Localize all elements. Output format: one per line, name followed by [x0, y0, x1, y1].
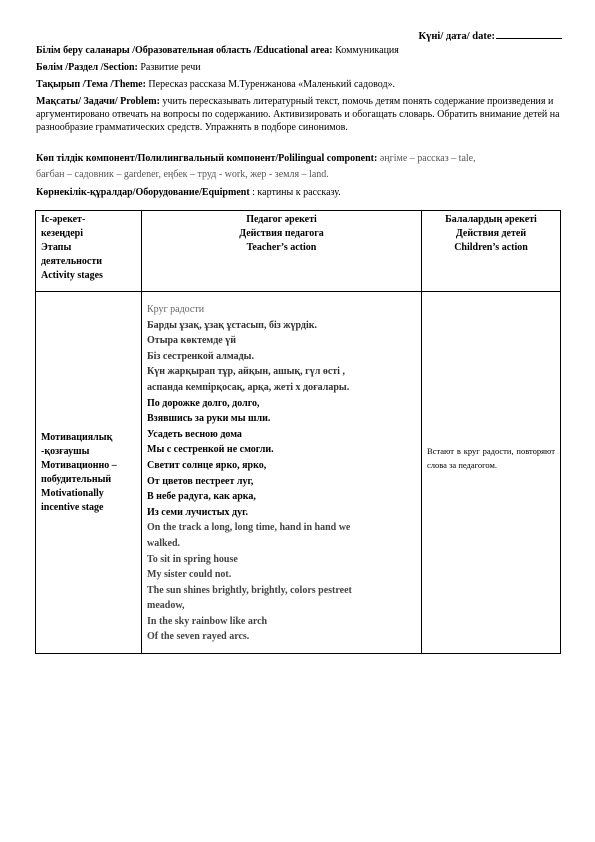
poem-line-en: On the track a long, long time, hand in hand we	[147, 522, 351, 534]
poem-line-en: Of the seven rayed arcs.	[147, 631, 250, 643]
date-label: Күні/ дата/ date:	[418, 31, 495, 42]
lesson-plan-table	[35, 210, 561, 654]
polylingual-value-1: әңгіме – рассказ – tale,	[379, 153, 476, 164]
equipment-value: : картины к рассказу.	[252, 187, 341, 198]
poem-line-ru: Взявшись за руки мы шли.	[147, 413, 271, 425]
date-blank	[496, 29, 562, 39]
section-label: Бөлім /Раздел /Section:	[36, 62, 138, 73]
header-children-action: Балалардың әрекеті Действия детей Children’s action	[422, 211, 561, 292]
poem-line-en: walked.	[147, 537, 181, 549]
poem-line-en: In the sky rainbow like arch	[147, 615, 268, 627]
poem-line-en: The sun shines brightly, brightly, colors pestreet	[147, 584, 352, 596]
aims-label: Мақсаты/ Задачи/ Problem:	[36, 96, 160, 107]
children-action-text: Встают в круг радости, повторяют слова за педагогом.	[427, 445, 555, 470]
poem-line-ru: Из семи лучистых дуг.	[147, 506, 249, 518]
equipment-label: Көрнекілік-құралдар/Оборудование/Equipment	[36, 187, 250, 198]
polylingual-line-2: бағбан – садовник – gardener, еңбек – труд - work, жер - земля – land.	[36, 169, 329, 180]
poem-line-kz: Отыра көктемде үй	[147, 335, 237, 347]
header-teacher-action: Педагог әрекеті Действия педагога Teacher’s action	[142, 211, 422, 292]
poem-line-kz: аспанда кемпірқосақ, арқа, жеті х доғалары.	[147, 381, 350, 393]
children-action-cell	[422, 292, 561, 654]
poem-line-kz: Біз сестренкой алмады.	[147, 350, 254, 362]
theme-line	[36, 78, 561, 91]
poem-line-ru: В небе радуга, как арка,	[147, 491, 256, 503]
aims-value: учить пересказывать литературный текст, помочь детям понять содержание произведения и аргументировано отвечать на вопросы по содержанию. Активизировать и обогащать словарь. Обратить внимание детей на разнообразие грамматических средств. Упражнять в подборе синонимов.	[36, 96, 560, 133]
table-row-motivational	[36, 292, 561, 654]
theme-value: Пересказ рассказа М.Туренжанова «Маленький садовод».	[148, 79, 396, 90]
theme-label: Тақырып /Тема /Theme:	[36, 79, 146, 90]
date-line	[419, 29, 562, 42]
section-value: Развитие речи	[140, 62, 201, 73]
poem-line-en: To sit in spring house	[147, 553, 238, 565]
educational-area-label: Білім беру саланары /Образовательная область /Educational area:	[36, 45, 333, 56]
poem-line-en: My sister could not.	[147, 569, 232, 581]
header-activity-stages: Іс-әрекет- кезеңдері Этапы деятельности Activity stages	[36, 211, 142, 292]
stage-cell: Мотивациялық -қозғаушы Мотивационно – побудительный Motivationally incentive stage	[36, 292, 142, 654]
poem-line-kz: Барды ұзақ, ұзақ ұстасып, біз жүрдік.	[147, 319, 318, 331]
teacher-action-poem	[142, 292, 422, 654]
poem-line-en: meadow,	[147, 600, 185, 612]
poem-line-ru: Светит солнце ярко, ярко,	[147, 459, 267, 471]
polylingual-line	[36, 152, 561, 165]
educational-area-line	[36, 44, 561, 57]
poem-line-ru: По дорожке долго, долго,	[147, 397, 260, 409]
equipment-line	[36, 186, 561, 199]
polylingual-label: Көп тілдік компонент/Полилингвальный компонент/Polilingual component:	[36, 153, 378, 164]
poem-line-ru: Мы с сестренкой не смогли.	[147, 444, 274, 456]
table-header-row	[36, 211, 561, 292]
educational-area-value: Коммуникация	[335, 45, 399, 56]
poem-title: Круг радости	[147, 304, 205, 315]
poem-line-ru: Усадеть весною дома	[147, 428, 242, 440]
aims-paragraph	[36, 95, 561, 134]
poem-line-kz: Күн жарқырап тұр, айқын, ашық, гүл өсті ,	[147, 366, 345, 378]
section-line	[36, 61, 561, 74]
poem-line-ru: От цветов пестреет луг,	[147, 475, 254, 487]
